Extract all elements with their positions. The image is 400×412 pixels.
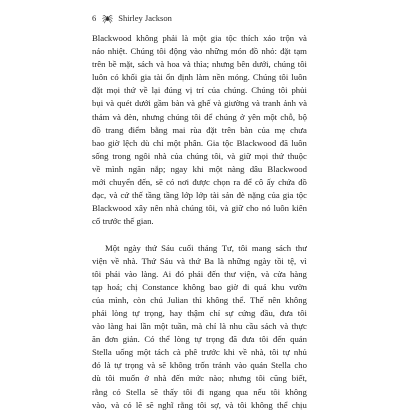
text-line: tôi phải vào làng. Ai đó phải đến thư viện, và cửa hàng [92,268,307,279]
text-line: náo nhiệt. Chúng tôi động vào những món đồ nhỏ: đặt tạm [92,46,307,57]
paragraph-gap [92,228,307,241]
paragraph [92,32,307,228]
page-number: 6 [92,13,97,23]
text-line: mới chuyển đến, sẽ có nơi được chọn ra để cô ấy chứa đồ [92,177,307,188]
text-line: bao giờ lệch dù chỉ một phân. Gia tộc Blackwood đã luôn [92,137,307,148]
text-line: tạp hoá; chị Constance không bao giờ đi quá khu vườn [92,281,307,292]
text-line: của mình, còn chú Julian thì không thể. Thế nên không [92,294,307,305]
spider-icon [102,13,113,24]
text-line: viện về nhà. Thứ Sáu và thứ Ba là những ngày tồi tệ, vì [92,255,307,266]
text-line: đặt mọi thứ về lại đúng vị trí của chúng. Chúng tôi phủi [92,85,307,96]
text-line: ăn đơn giản. Có thể lòng tự trọng đã đưa tôi đến quán [92,334,307,345]
text-line: sống trong ngôi nhà của chúng tôi, và giữ mọi thứ thuộc [92,150,307,161]
text-line: luôn có khối gia tài ổn định làm nền móng. Chúng tôi luôn [92,72,307,83]
text-line: thảm và đèn, nhưng chúng tôi để chúng ở yên một chỗ, bộ [92,111,307,122]
body-text [92,32,307,412]
paragraph [92,242,307,412]
text-line: bụi và quét dưới gầm bàn và ghế và giường và tranh ảnh và [92,98,307,109]
text-line: về mình ngăn nắp; ngay khi một nàng dâu Blackwood [92,163,307,174]
text-line: Một ngày thứ Sáu cuối tháng Tư, tôi mang sách thư [105,242,307,253]
text-line: đạc, và cứ thế tầng tầng lớp lớp tài sản đè nặng của gia tộc [92,190,307,201]
text-line: vào, và có lẽ sẽ nghĩ rằng tôi sợ, và tôi không thể chịu [92,399,307,410]
text-line: rằng có Stella sẽ thấy tôi đi ngang qua nếu tôi không [92,386,307,397]
text-line: phải lòng tự trọng, hay thậm chí sự cứng đầu, đưa tôi [92,307,307,318]
author-name: Shirley Jackson [118,13,172,23]
text-line: dù tôi muốn ở nhà đến mức nào; nhưng tôi cũng biết, [92,373,307,384]
text-line: vào làng hai lần một tuần, mà chỉ là nhu cầu sách và thực [92,321,307,332]
text-line: đó là tự trọng và sẽ không trốn tránh vào quán Stella cho [92,360,307,371]
text-line: đồ trang điểm bằng mai rùa đặt trên bàn của mẹ chưa [92,124,307,135]
text-line: cố trước thế gian. [92,216,154,227]
running-head [92,11,172,25]
text-line: Blackwood không phải là một gia tộc thích xáo trộn và [92,33,307,43]
text-line: Blackwood xây nên nhà chúng tôi, và giữ cho nó luôn kiên [92,203,307,214]
text-line: Stella uống một tách cà phê trước khi về nhà, tôi tự nhủ [92,347,307,358]
text-line: trên bề mặt, sách và hoa và thìa; nhưng bên dưới, chúng tôi [92,59,307,70]
